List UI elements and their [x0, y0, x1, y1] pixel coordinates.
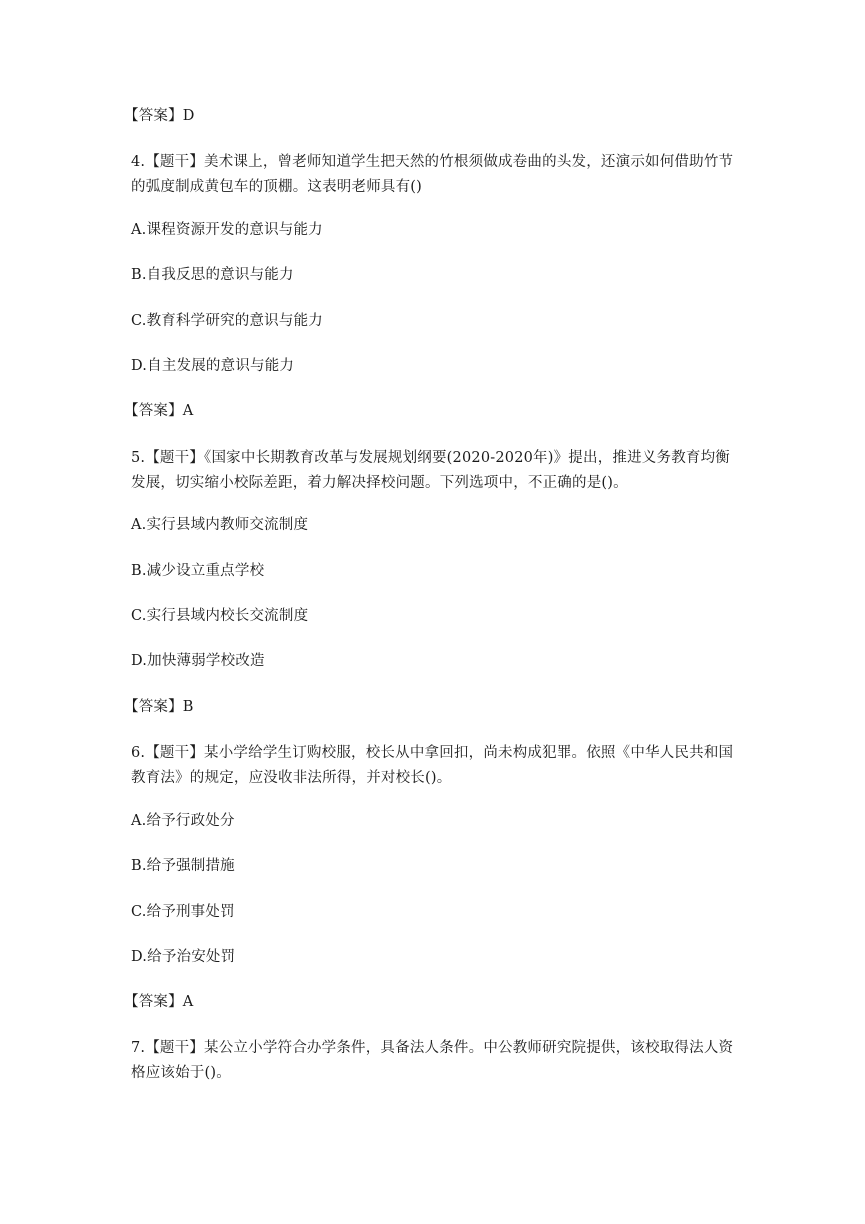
option-line: A.实行县域内教师交流制度 [131, 517, 309, 533]
answer-line: 【答案】B [124, 699, 194, 715]
option-line: B.自我反思的意识与能力 [131, 267, 294, 283]
option-line: D.自主发展的意识与能力 [131, 358, 295, 374]
option-line: D.给予治安处罚 [131, 949, 236, 965]
question-stem: 4.【题干】美术课上，曾老师知道学生把天然的竹根须做成卷曲的头发，还演示如何借助竹节的弧度制成黄包车的顶棚。这表明老师具有() [131, 154, 734, 195]
answer-line: 【答案】D [124, 108, 195, 124]
option-line: D.加快薄弱学校改造 [131, 653, 265, 669]
question-stem: 5.【题干】《国家中长期教育改革与发展规划纲要(2020-2020年)》提出，推进义务教育均衡发展，切实缩小校际差距，着力解决择校问题。下列选项中，不正确的是()。 [131, 450, 730, 491]
option-line: C.教育科学研究的意识与能力 [131, 313, 323, 329]
option-line: A.课程资源开发的意识与能力 [131, 222, 323, 238]
option-line: B.给予强制措施 [131, 858, 235, 874]
answer-line: 【答案】A [124, 403, 194, 419]
answer-line: 【答案】A [124, 994, 194, 1010]
option-line: C.给予刑事处罚 [131, 904, 235, 920]
question-stem: 6.【题干】某小学给学生订购校服，校长从中拿回扣，尚未构成犯罪。依照《中华人民共和国教育法》的规定，应没收非法所得，并对校长()。 [131, 745, 734, 786]
question-stem: 7.【题干】某公立小学符合办学条件，具备法人条件。中公教师研究院提供，该校取得法人资格应该始于()。 [131, 1040, 734, 1081]
option-line: B.减少设立重点学校 [131, 563, 265, 579]
option-line: A.给予行政处分 [131, 813, 235, 829]
option-line: C.实行县域内校长交流制度 [131, 608, 309, 624]
